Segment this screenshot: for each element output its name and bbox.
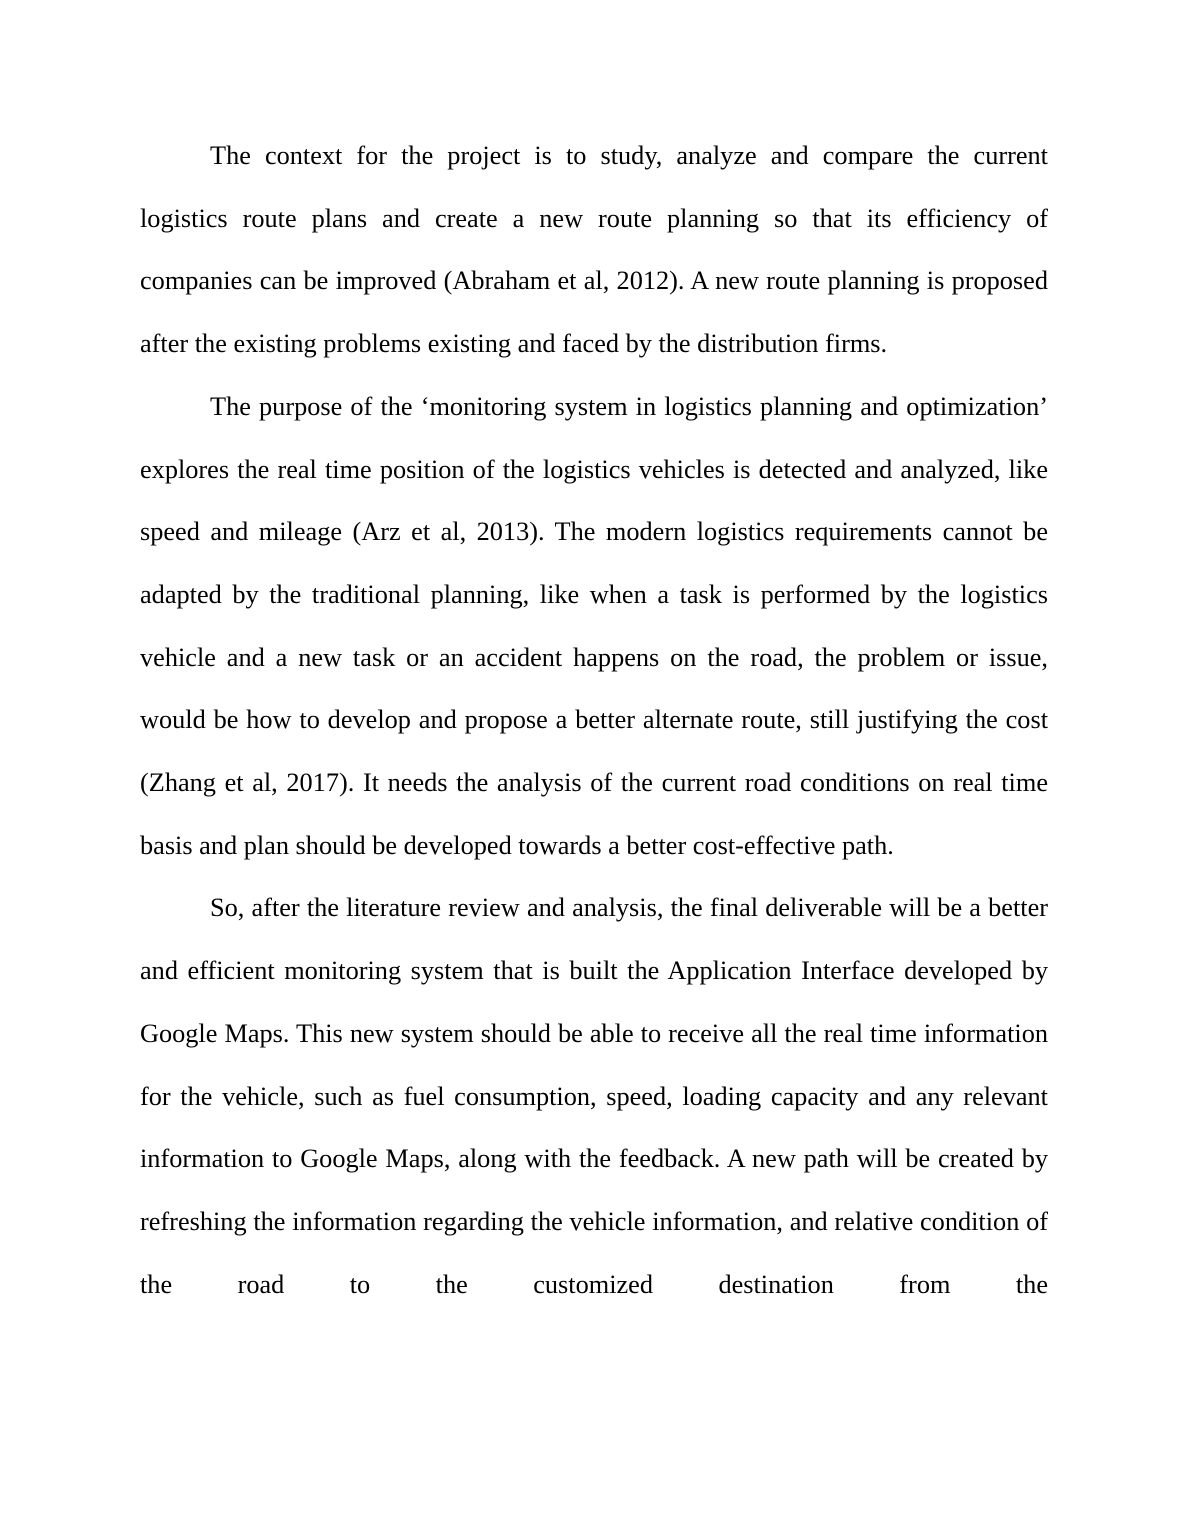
paragraph-final-deliverable: So, after the literature review and analysis, the final deliverable will be a better and efficient monitoring system that is built the Application Interface developed by Google Maps. This new system should be able to receive all the real time information for the vehicle, such as fuel consumption, speed, loading capacity and any relevant information to Google Maps, along with the feedback. A new path will be created by refreshing the information regarding the vehicle information, and relative condition of the road to the customized destination from the (140, 893, 1048, 1299)
body-text (140, 125, 1048, 1316)
paragraph-monitoring-purpose: The purpose of the ‘monitoring system in logistics planning and optimization’ explores the real time position of the logistics vehicles is detected and analyzed, like speed and mileage (Arz et al, 2013). The modern logistics requirements cannot be adapted by the traditional planning, like when a task is performed by the logistics vehicle and a new task or an accident happens on the road, the problem or issue, would be how to develop and propose a better alternate route, still justifying the cost (Zhang et al, 2017). It needs the analysis of the current road conditions on real time basis and plan should be developed towards a better cost-effective path. (140, 391, 1048, 860)
paragraph-project-context: The context for the project is to study, analyze and compare the current logistics route plans and create a new route planning so that its efficiency of companies can be improved (Abraham et al, 2012). A new route planning is proposed after the existing problems existing and faced by the distribution firms. (140, 141, 1048, 359)
